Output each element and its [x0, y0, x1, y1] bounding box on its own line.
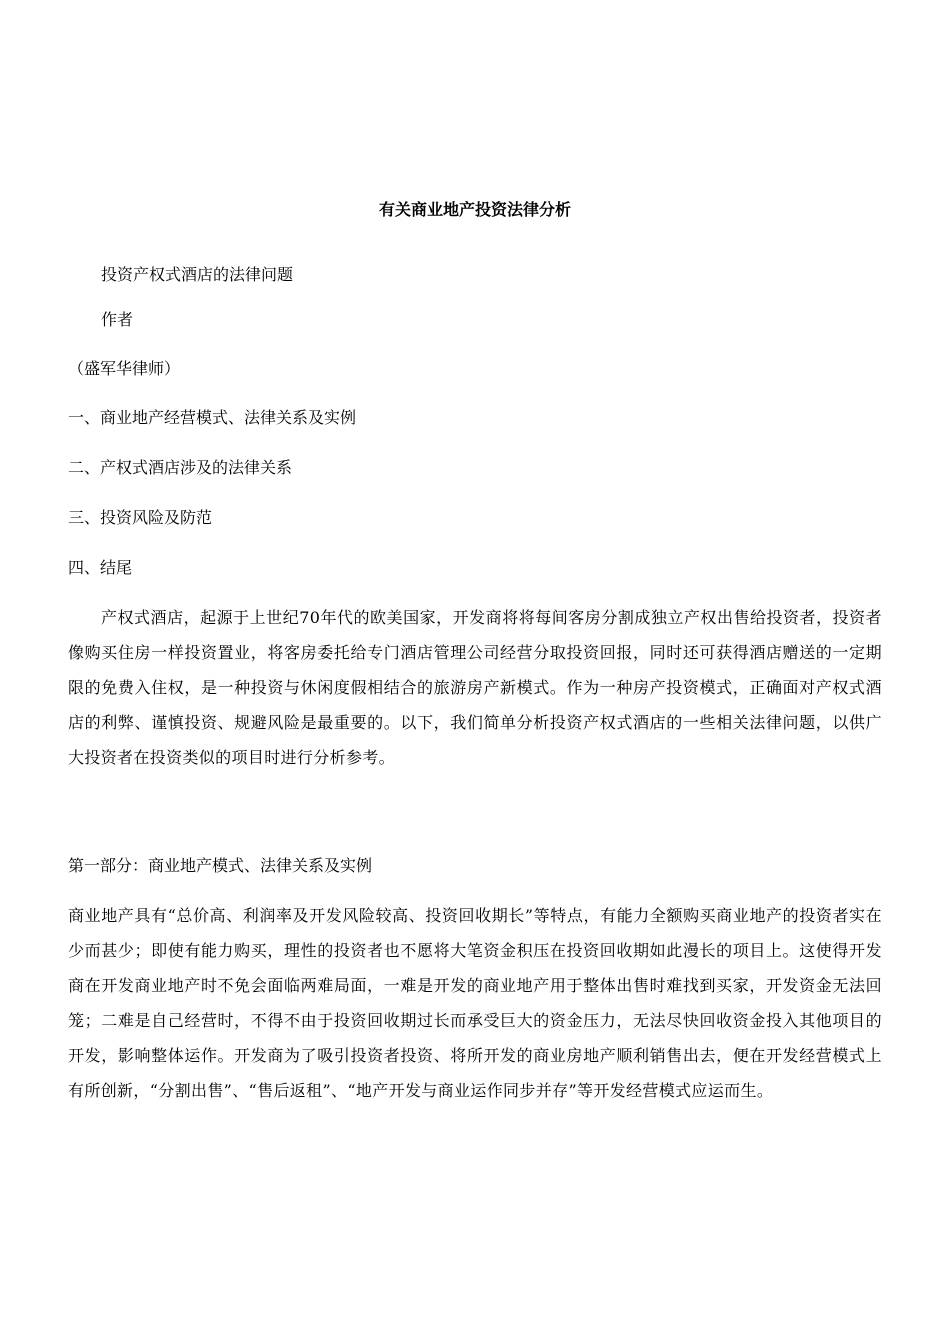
- outline-item-4: 四、结尾: [68, 558, 133, 577]
- outline-item-1: 一、商业地产经营模式、法律关系及实例: [68, 408, 357, 427]
- section-heading: 第一部分：商业地产模式、法律关系及实例: [68, 856, 373, 875]
- intro-paragraph: 产权式酒店，起源于上世纪70年代的欧美国家，开发商将将每间客房分割成独立产权出售给投资者，投资者像购买住房一样投资置业，将客房委托给专门酒店管理公司经营分取投资回报，同时还可获得酒店赠送的一定期限的免费入住权，是一种投资与休闲度假相结合的旅游房产新模式。作为一种房产投资模式，正确面对产权式酒店的利弊、谨慎投资、规避风险是最重要的。以下，我们简单分析投资产权式酒店的一些相关法律问题，以供广大投资者在投资类似的项目时进行分析参考。: [68, 608, 882, 767]
- outline-item-3: 三、投资风险及防范: [68, 508, 213, 527]
- author-name: （盛军华律师）: [68, 359, 181, 378]
- document-subtitle: 投资产权式酒店的法律问题: [101, 265, 294, 284]
- section-paragraph: 商业地产具有“总价高、利润率及开发风险较高、投资回收期长”等特点，有能力全额购买商业地产的投资者实在少而甚少；即使有能力购买，理性的投资者也不愿将大笔资金积压在投资回收期如此漫长的项目上。这使得开发商在开发商业地产时不免会面临两难局面，一难是开发的商业地产用于整体出售时难找到买家，开发资金无法回笼；二难是自己经营时，不得不由于投资回收期过长而承受巨大的资金压力，无法尽快回收资金投入其他项目的开发，影响整体运作。开发商为了吸引投资者投资、将所开发的商业房地产顺利销售出去，便在开发经营模式上有所创新，“分割出售”、“售后返租”、“地产开发与商业运作同步并存”等开发经营模式应运而生。: [68, 906, 882, 1100]
- document-title: 有关商业地产投资法律分析: [378, 200, 571, 219]
- document-page: [68, 0, 882, 1344]
- author-label: 作者: [101, 310, 134, 329]
- outline-item-2: 二、产权式酒店涉及的法律关系: [68, 458, 293, 477]
